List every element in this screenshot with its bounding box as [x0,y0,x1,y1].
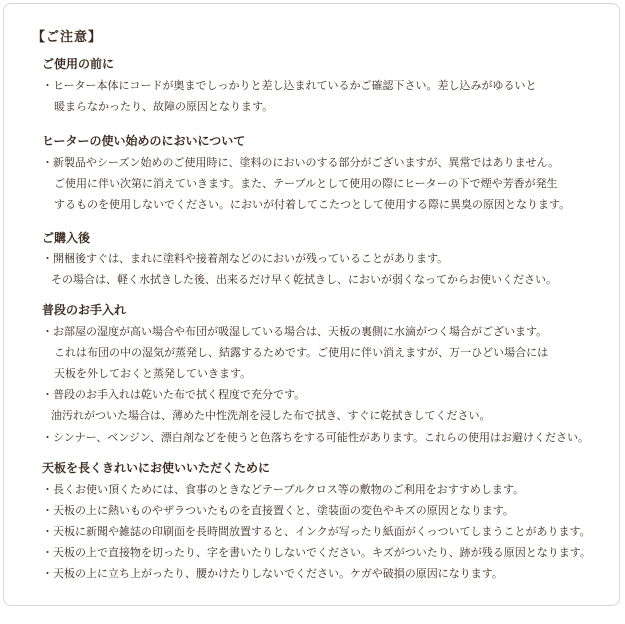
section-line: ・天板の上に立ち上がったり、腰かけたりしないでください。ケガや破損の原因になります。 [42,567,503,580]
section-line: ・長くお使い頂くためには、食事のときなどテーブルクロス等の敷物のご利用をおすすめします。 [42,483,525,496]
section-line: ご使用に伴い次第に消えていきます。また、テーブルとして使用の際にヒーターの下で煙や芳香が発生 [54,177,558,190]
section-heading: ヒーターの使い始めのにおいについて [42,134,246,148]
section-line: ・お部屋の湿度が高い場合や布団が吸湿している場合は、天板の裏側に水滴がつく場合がございます。 [42,325,548,338]
section-line: 油汚れがついた場合は、薄めた中性洗剤を浸した布で拭き、すぐに乾拭きしてください。 [51,409,491,422]
section-line: ・シンナー、ベンジン、漂白剤などを使うと色落ちをする可能性があります。これらの使用はお避けください。 [42,431,589,444]
notice-title: 【ご注意】 [32,30,103,45]
section-line: 暖まらなかったり、故障の原因となります。 [54,100,274,113]
section-line: これは布団の中の湿気が蒸発し、結露するためです。ご使用に伴い消えますが、万一ひどい場合には [54,346,549,359]
section-line: ・普段のお手入れは乾いた布で拭く程度で充分です。 [42,388,306,401]
section-line: 天板を外しておくと蒸発していきます。 [54,367,252,380]
section-line: ・天板の上に熱いものやザラついたものを直接置くと、塗装面の変色やキズの原因となります。 [42,504,514,517]
section-line: ・ヒーター本体にコードが奥までしっかりと差し込まれているかご確認下さい。差し込みがゆるいと [42,79,537,92]
section-line: するものを使用しないでください。においが付着してこたつとして使用する際に異臭の原因となります。 [54,198,571,211]
notice-card [3,3,620,606]
section-line: ・天板の上で直接物を切ったり、字を書いたりしないでください。キズがついたり、跡が残る原因となります。 [42,546,591,559]
section-line: ・開梱後すぐは、まれに塗料や接着剤などのにおいが残っていることがあります。 [42,252,449,265]
section-line: ・新製品やシーズン始めのご使用時に、塗料のにおいのする部分がございますが、異常ではありません。 [42,156,560,169]
section-line: ・天板に新聞や雑誌の印刷面を長時間放置すると、インクが写ったり紙面がくっついてしまうことがあります。 [42,525,591,538]
section-heading: ご購入後 [42,231,91,245]
section-heading: 天板を長くきれいにお使いいただくために [42,461,271,475]
section-heading: 普段のお手入れ [42,303,127,317]
section-heading: ご使用の前に [42,57,115,71]
section-line: その場合は、軽く水拭きした後、出来るだけ早く乾拭きし、においが弱くなってからお使いください。 [51,273,557,286]
